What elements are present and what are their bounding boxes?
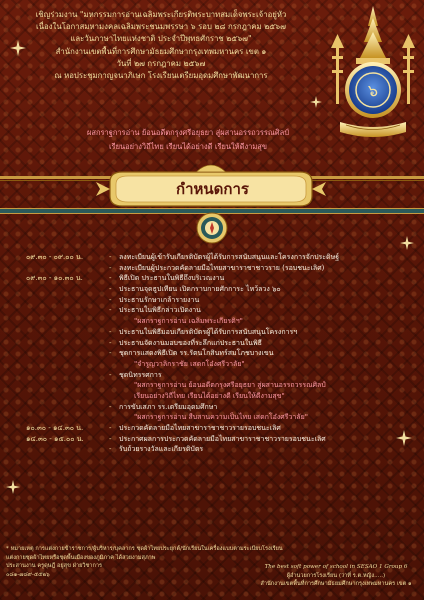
remark-line: แต่งกายชุดผ้าไทยหรือชุดพื้นเมืองของภูมิภาค ได้สวยงามสุภาพ <box>6 554 156 561</box>
bullet-dash: - <box>109 306 112 315</box>
schedule-row <box>6 434 416 445</box>
schedule-row <box>6 316 416 327</box>
theme-line: ผสกราฐการอ่าน ย้อนอดีตกรุงศรีอยุธยา สู่ผสานอรรถวรรณศิลป์ <box>87 128 289 137</box>
bullet-dash: - <box>109 327 112 336</box>
schedule-row <box>6 412 416 423</box>
schedule-subtext: "ผสกราฐการอ่าน เฉลิมพระเกียรติฯ" <box>134 317 243 326</box>
schedule-row <box>6 380 416 391</box>
remark-line: * หมายเหตุ การแต่งกายข้าราชการ/ผู้บริหาร/บุคลากร ชุดผ้าไทยประยุกต์/นักเรียนในเครื่องแบบตามระเบียบโรงเรียน <box>6 546 283 552</box>
sparkle-icon <box>400 236 414 250</box>
sparkle-icon <box>6 480 20 494</box>
bullet-dash: - <box>109 338 112 347</box>
bullet-dash: - <box>109 263 112 272</box>
org-line: The best soft power of school in SESAO 1 Group 6 <box>264 564 408 570</box>
schedule-row <box>6 305 416 316</box>
schedule-time: ๑๔.๓๐ - ๑๕.๐๐ น. <box>26 434 84 443</box>
intro-line: สำนักงานเขตพื้นที่การศึกษามัธยมศึกษากรุงเทพมหานคร เขต ๑ <box>55 46 267 56</box>
bullet-dash: - <box>109 285 112 294</box>
bullet-dash: - <box>109 402 112 411</box>
schedule-text: ประธานจุดธูปเทียน เปิดกราบกายศักการะ ไหว้ลวง ๖๐ <box>119 285 281 294</box>
schedule-text: ชุดการแสดงพิธีเปิด รร.รัตนโกสินทร์สมโภชบางเขน <box>119 349 274 358</box>
schedule-text: ประธานในพิธีกล่าวเปิดงาน <box>119 306 201 315</box>
schedule-row <box>6 273 416 284</box>
schedule-subtext: "ผสกราฐการอ่าน ย้อนอดีตกรุงศรีอยุธยา สู่ผสานอรรถวรรณศิลป์ <box>134 381 326 390</box>
royal-emblem-icon <box>326 4 420 150</box>
schedule-text: ประกวดคัดลายมือไทยสาขาราชาชาวรายรอบชนะเลิศ <box>119 424 281 432</box>
bullet-dash: - <box>109 424 112 432</box>
schedule-row <box>6 359 416 370</box>
schedule-time: ๐๙.๓๐ - ๐๙.๐๐ น. <box>26 253 84 261</box>
intro-line: เชิญร่วมงาน "มหกรรมการอ่านเฉลิมพระเกียรติพระบาทสมเด็จพระเจ้าอยู่หัว <box>35 10 287 19</box>
schedule-time: ๑๐.๓๐ - ๑๔.๓๐ น. <box>26 424 84 432</box>
intro-line: วันที่ ๒๗ กรกฎาคม ๒๕๖๗ <box>116 58 206 68</box>
schedule-subtext: "ผสกราฐการอ่าน สืบสานความเป็นไทย เสดกโอ๋งศรีวาลัย" <box>134 413 308 422</box>
schedule-text: ประธานจัดงานมอบของที่ระลึกแก่ประธานในพิธี <box>119 338 262 347</box>
bullet-dash: - <box>109 370 112 379</box>
bullet-dash: - <box>109 295 112 304</box>
schedule-text: ประธานรักษาเกล้ารายงาน <box>119 295 200 304</box>
sparkle-icon <box>10 40 26 56</box>
remark-line: ๐๘๑-๗๘๙-๕๕๒๖ <box>6 571 50 578</box>
schedule-row <box>6 327 416 338</box>
schedule-row <box>6 252 416 263</box>
bullet-dash: - <box>109 349 112 358</box>
theme-subline: เรียนอย่างวิถีไทย เรียนได้อย่างดี เรียนให้ดีงามสุข <box>108 142 268 151</box>
remark-line: ประสานงาน ครูดุษฎี อยู่สุข ฝ่ายวิชาการ <box>6 563 102 569</box>
footer-organization <box>248 563 424 589</box>
bullet-dash: - <box>109 253 112 261</box>
schedule-row <box>6 444 416 455</box>
schedule-text: ประกาศผลการประกวดคัดลายมือไทยสาขาราชาชาวรายรอบชนะเลิศ <box>119 434 326 443</box>
bullet-dash: - <box>109 274 112 283</box>
schedule-time: ๐๙.๓๐ - ๑๐.๓๐ น. <box>26 274 83 283</box>
schedule-text: การขับเสภา รร.เตรียมอุดมศึกษา <box>119 402 218 411</box>
schedule-text: รับถ้วยรางวัลและเกียรติบัตร <box>119 445 204 454</box>
bullet-dash: - <box>109 445 112 454</box>
schedule-row <box>6 348 416 359</box>
schedule-row <box>6 338 416 349</box>
school-seal-icon <box>196 212 228 244</box>
schedule-text: ประธานในพิธีมอบเกียรติบัตรผู้ได้รับการสนับสนุนโครงการฯ <box>119 327 298 336</box>
bullet-dash: - <box>109 434 112 443</box>
org-line: ผู้อำนวยการโรงเรียน (ว่าที่ ร.ต.หญิง.....) <box>286 572 386 579</box>
org-line: สำนักงานเขตพื้นที่การศึกษามัธยมศึกษากรุงเทพมหานคร เขต ๑ <box>260 581 412 587</box>
schedule-text: พิธีเปิด ประธานในพิธีถึงบริเวณงาน <box>119 274 225 283</box>
intro-line: เนื่องในโอกาสมหามงคลเฉลิมพระชนมพรรษา ๖ รอบ ๒๘ กรกฎาคม ๒๕๖๗ <box>36 22 286 32</box>
schedule-row <box>6 284 416 295</box>
schedule-row <box>6 370 416 381</box>
intro-line: และวันภาษาไทยแห่งชาติ ประจำปีพุทธศักราช ๒๕๖๗" <box>70 34 252 44</box>
schedule-text: ลงทะเบียนผู้เข้ารับเกียรติบัตรผู้ได้รับการสนับสนุนและโครงการจักประดิษฐ์ <box>119 253 340 261</box>
intro-text <box>6 9 316 82</box>
schedule-text: ชุดนิทรรศการ <box>119 370 162 379</box>
agenda-title: กำหนดการ <box>176 180 249 198</box>
schedule-subtext: "จำรูญวาลิกราชัย เสดกโอ๋งศรีวาลัย" <box>134 359 245 368</box>
svg-text:๖: ๖ <box>367 81 379 100</box>
schedule-subtext: เรียนอย่างวิถีไทย เรียนได้อย่างดี เรียนให้ดีงามสุข" <box>134 391 285 400</box>
schedule-row <box>6 263 416 274</box>
schedule-text: ลงทะเบียนผู้ประกวดคัดลายมือไทยสาขาราชาชาวราย (รอบชนะเลิศ) <box>119 263 325 272</box>
schedule-list <box>6 252 416 455</box>
schedule-row <box>6 295 416 306</box>
schedule-row <box>6 423 416 434</box>
sparkle-icon <box>310 96 322 108</box>
intro-line: ณ หอประชุมกาญจนาภิเษก โรงเรียนเตรียมอุดมศึกษาพัฒนาการ <box>54 71 268 81</box>
schedule-row <box>6 402 416 413</box>
schedule-row <box>6 391 416 402</box>
